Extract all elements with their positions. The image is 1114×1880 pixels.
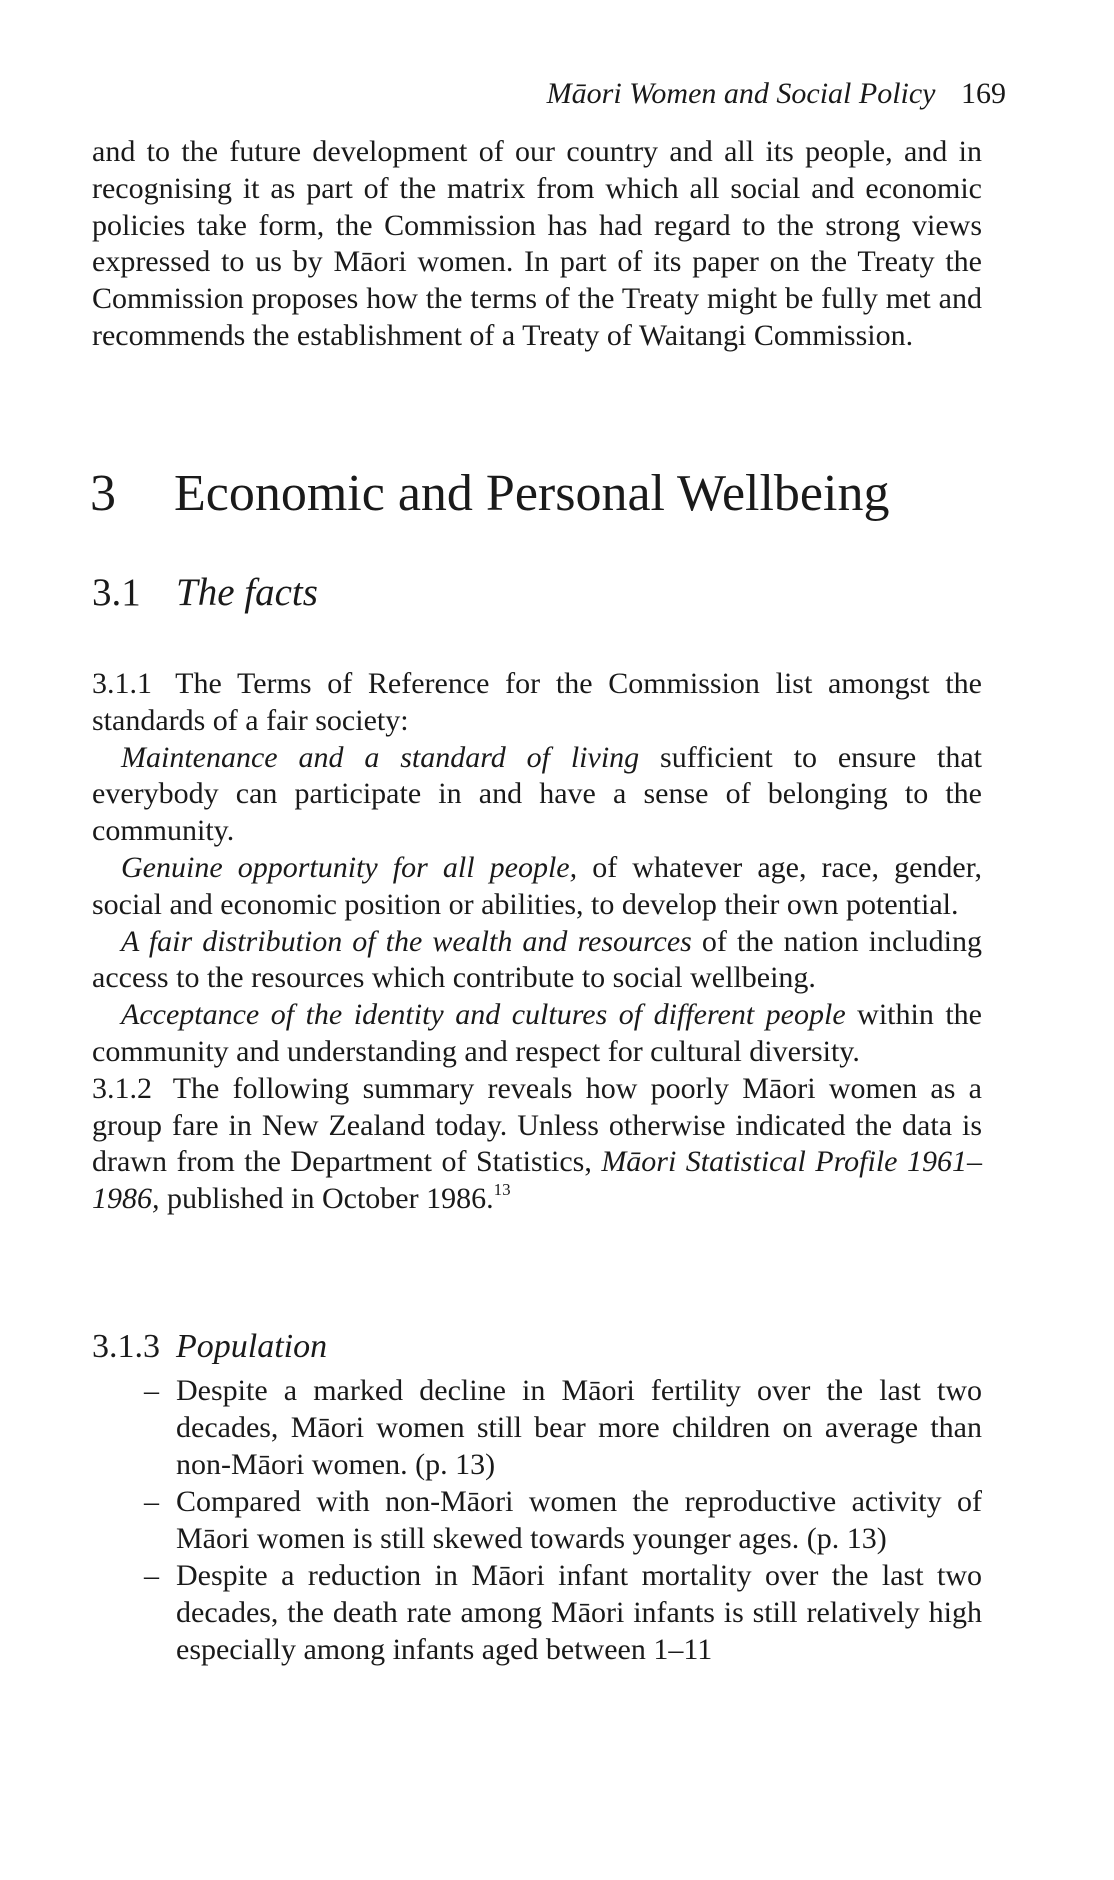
list-item-text: Despite a marked decline in Māori fertility over the last two decades, Māori women still bear more children on average than non-Māori women. (p. 13) [176, 1374, 982, 1481]
standard-text: within the community and understanding and respect for cultural diversity. [92, 998, 982, 1068]
dash-marker: – [144, 1484, 159, 1518]
list-item [144, 1484, 982, 1558]
section-heading [92, 568, 318, 618]
paragraph-text-end: published in October 1986. [159, 1182, 494, 1216]
list-item-text: Compared with non-Māori women the reproductive activity of Māori women is still skewed towards younger ages. (p. 13) [176, 1484, 982, 1555]
page-number: 169 [961, 77, 1006, 110]
facts-body [92, 666, 982, 1218]
running-head [547, 74, 1006, 114]
standard-lead: Genuine opportunity for all people, [121, 850, 578, 884]
source-title: Māori Statistical Profile 1961–1986, [92, 1145, 982, 1216]
standard-lead: Acceptance of the identity and cultures of different people [121, 998, 846, 1032]
section-title: The facts [176, 571, 318, 614]
standard-text: of the nation including access to the resources which contribute to social wellbeing. [92, 924, 982, 995]
standard-item [92, 850, 982, 924]
running-head-title: Māori Women and Social Policy [546, 77, 936, 110]
footnote-marker: 13 [493, 1180, 511, 1200]
standard-item [92, 740, 982, 850]
paragraph-3-1-2 [92, 1071, 982, 1218]
chapter-heading [90, 462, 889, 526]
subsection-title: Population [176, 1328, 328, 1365]
standard-text: sufficient to ensure that everybody can participate in and have a sense of belonging to the community. [92, 740, 982, 848]
standard-text: of whatever age, race, gender, social and economic position or abilities, to develop their own potential. [92, 850, 982, 921]
section-number: 3.1 [92, 571, 141, 614]
list-item [144, 1558, 982, 1668]
list-item [144, 1373, 982, 1483]
paragraph-number: 3.1.1 [92, 667, 152, 700]
standard-lead: Maintenance and a standard of living [121, 740, 640, 774]
paragraph-text: The following summary reveals how poorly Māori women as a group fare in New Zealand today. Unless otherwise indicated the data is drawn from the Department of Statistics, [92, 1071, 982, 1179]
dash-marker: – [144, 1374, 159, 1407]
population-list [144, 1373, 982, 1669]
chapter-number: 3 [90, 465, 116, 522]
subsection-number: 3.1.3 [92, 1328, 160, 1365]
standard-lead: A fair distribution of the wealth and resources [121, 924, 692, 958]
subsection-heading [92, 1324, 327, 1370]
chapter-title: Economic and Personal Wellbeing [174, 465, 890, 522]
list-item-text: Despite a reduction in Māori infant mortality over the last two decades, the death rate among Māori infants is still relatively high especially among infants aged between 1–11 [176, 1559, 982, 1666]
dash-marker: – [144, 1559, 159, 1593]
paragraph-number: 3.1.2 [92, 1071, 152, 1105]
paragraph-text: The Terms of Reference for the Commission list amongst the standards of a fair society: [92, 667, 982, 737]
standard-item [92, 997, 982, 1071]
paragraph-3-1-1 [92, 666, 982, 740]
continuation-paragraph: and to the future development of our country and all its people, and in recognising it as part of the matrix from which all social and economic policies take form, the Commission has had regard to the strong views expressed to us by Māori women. In part of its paper on the Treaty the Commission proposes how the terms of the Treaty might be fully met and recommends the establishment of a Treaty of Waitangi Commission. [92, 135, 982, 352]
standard-item [92, 924, 982, 998]
